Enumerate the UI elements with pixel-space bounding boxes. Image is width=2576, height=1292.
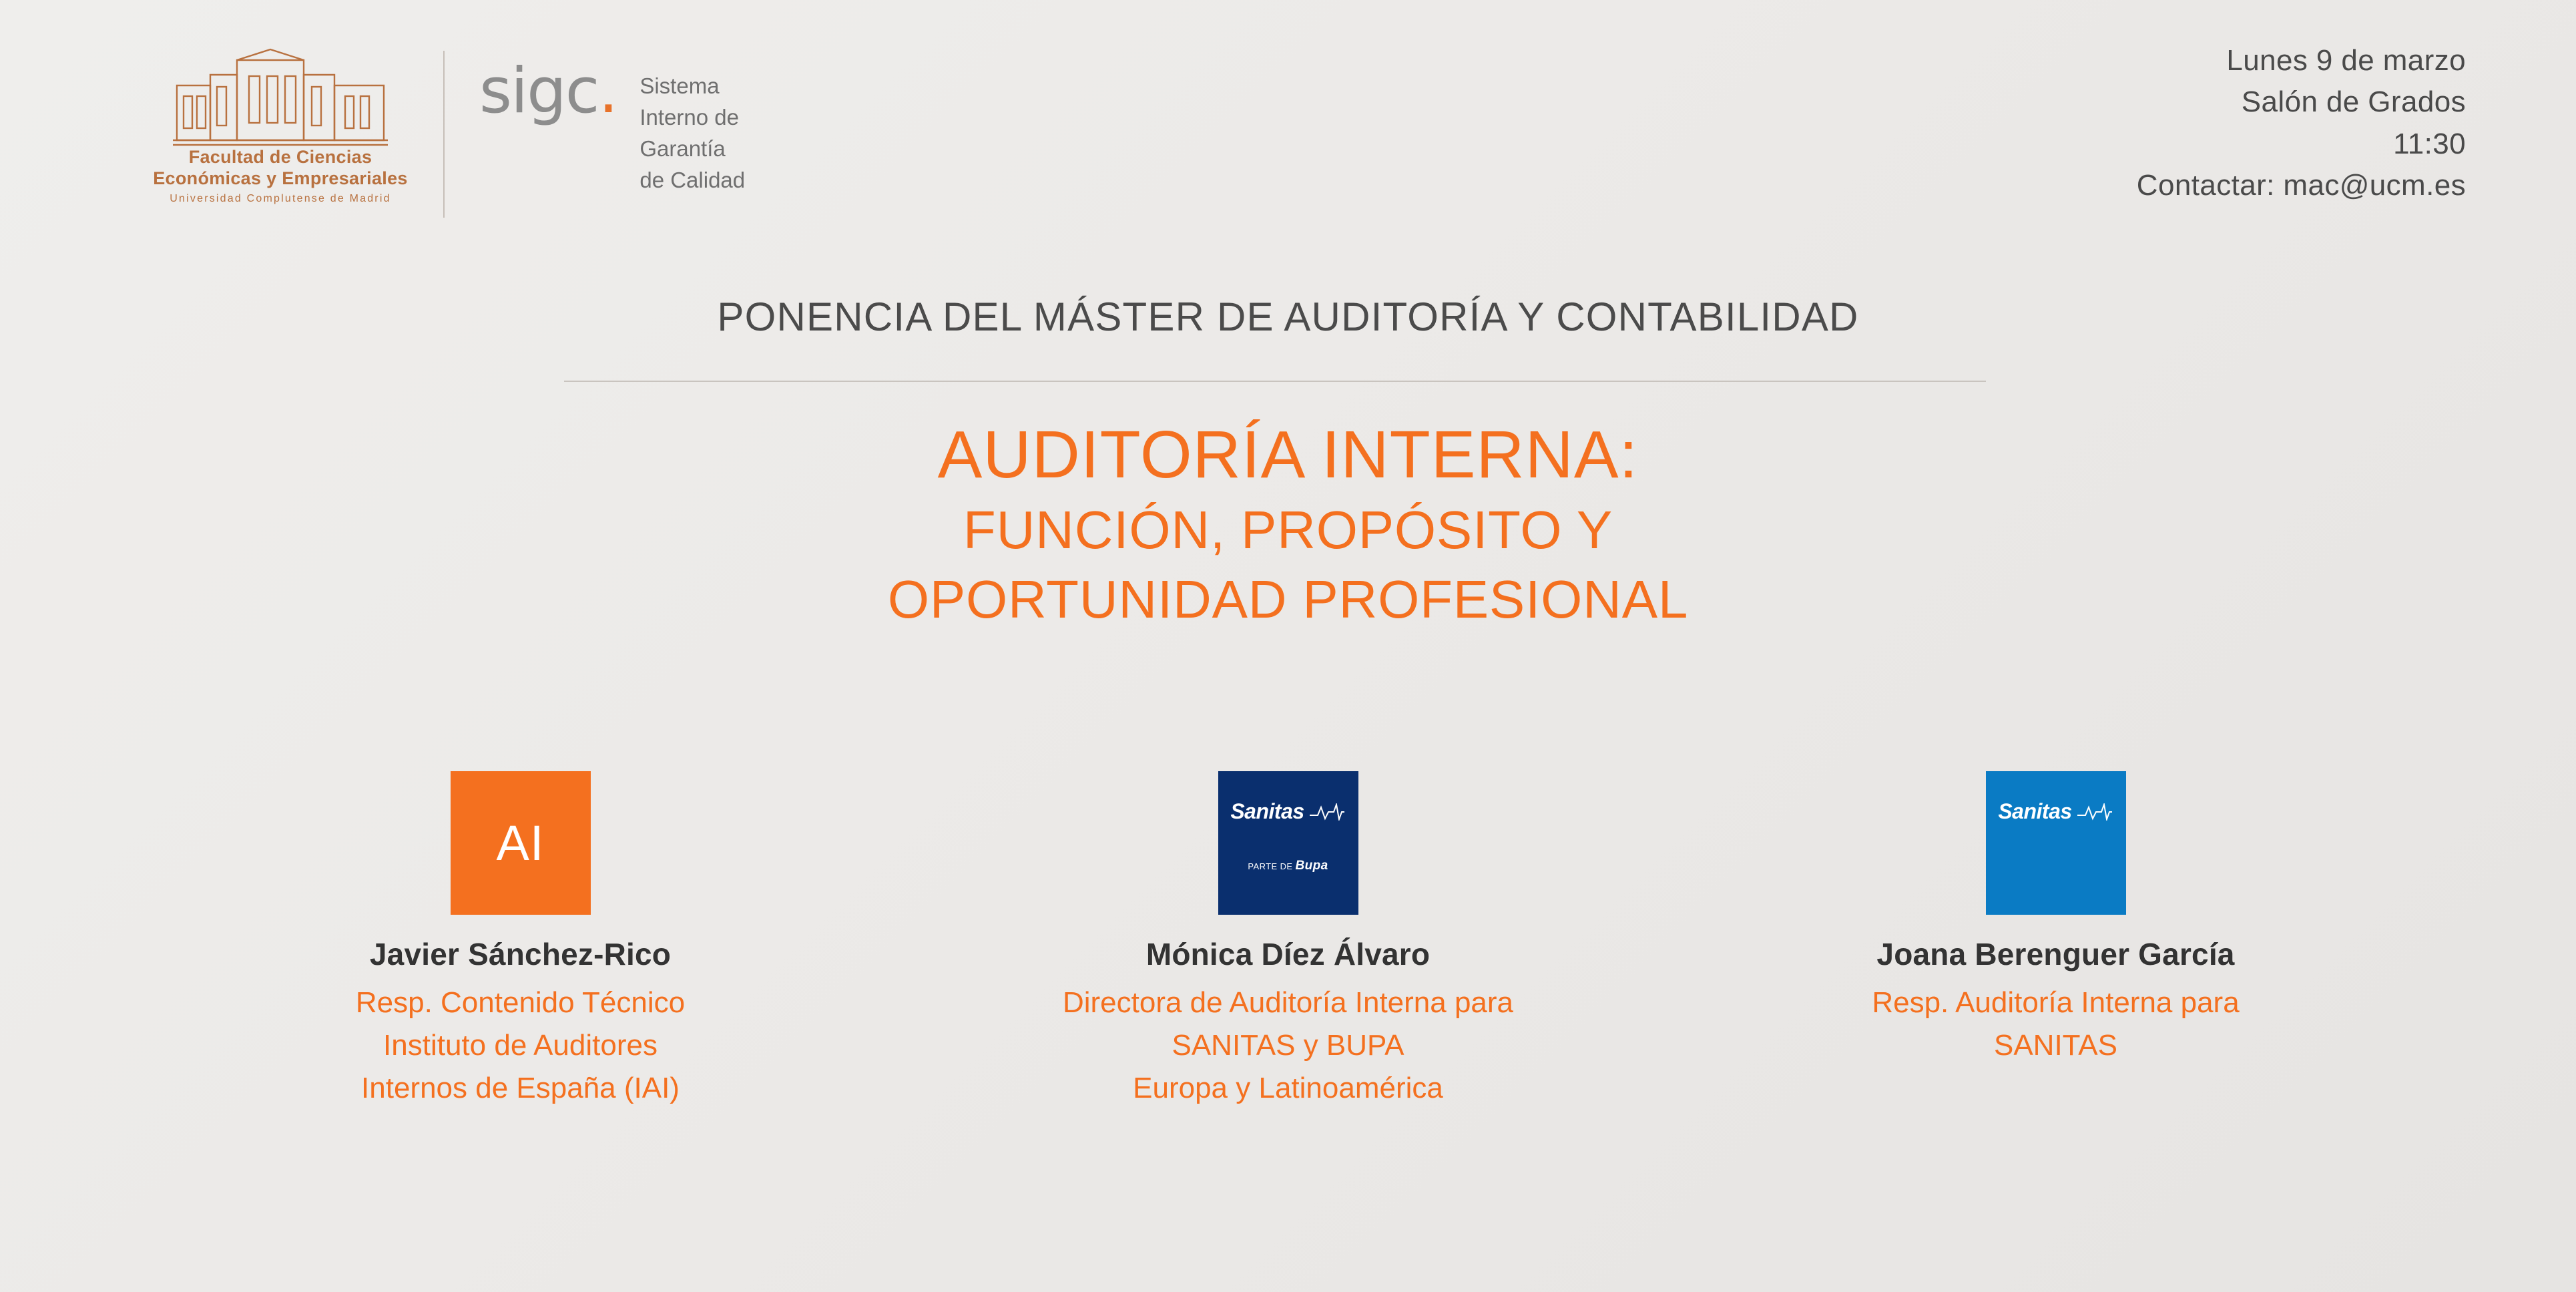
speaker-role bbox=[905, 982, 1672, 1109]
heartbeat-icon bbox=[2076, 803, 2113, 821]
iai-logo-text: AI bbox=[496, 815, 545, 871]
university-name: Universidad Complutense de Madrid bbox=[170, 192, 391, 204]
sigc-wordmark bbox=[479, 55, 617, 128]
sanitas-lockup bbox=[1230, 799, 1345, 824]
bupa-brand: Bupa bbox=[1295, 859, 1328, 873]
sanitas-logo-text: Sanitas bbox=[1998, 799, 2072, 823]
sigc-dot: . bbox=[598, 55, 617, 128]
sigc-logo bbox=[479, 47, 745, 196]
faculty-line-1: Facultad de Ciencias bbox=[188, 147, 372, 167]
sigc-line-2: Interno de bbox=[639, 104, 739, 130]
title-divider bbox=[564, 381, 1986, 382]
sigc-line-4: de Calidad bbox=[639, 167, 746, 192]
speaker-role-line: Directora de Auditoría Interna para bbox=[1062, 986, 1514, 1019]
institution-logos bbox=[140, 47, 745, 218]
heartbeat-icon bbox=[1308, 803, 1346, 821]
speaker-role bbox=[137, 982, 905, 1109]
speaker-name: Joana Berenguer García bbox=[1876, 937, 2235, 972]
speaker-card bbox=[905, 771, 1672, 1109]
sanitas-lockup bbox=[1998, 799, 2113, 824]
sanitas-logo-text: Sanitas bbox=[1230, 799, 1304, 823]
event-venue: Salón de Grados bbox=[2241, 85, 2466, 119]
speaker-card bbox=[1672, 771, 2440, 1109]
speakers-section bbox=[0, 771, 2576, 1109]
iai-logo bbox=[451, 771, 591, 915]
kicker-title: PONENCIA DEL MÁSTER DE AUDITORÍA Y CONTABILIDAD bbox=[717, 294, 1859, 339]
speaker-role-line: Resp. Contenido Técnico bbox=[355, 986, 686, 1019]
event-contact: Contactar: mac@ucm.es bbox=[2136, 169, 2466, 202]
speaker-name: Mónica Díez Álvaro bbox=[1145, 937, 1431, 972]
sanitas-bupa-logo bbox=[1218, 771, 1358, 915]
logo-divider bbox=[443, 51, 445, 218]
poster-header bbox=[0, 40, 2576, 240]
sanitas-logo bbox=[1986, 771, 2126, 915]
speaker-role-line: Europa y Latinoamérica bbox=[1133, 1071, 1443, 1104]
speaker-name: Javier Sánchez-Rico bbox=[369, 937, 672, 972]
main-title-line-1: AUDITORÍA INTERNA: bbox=[937, 417, 1639, 492]
sigc-line-3: Garantía bbox=[639, 136, 726, 161]
main-title-line-2: FUNCIÓN, PROPÓSITO Y bbox=[963, 500, 1613, 560]
speaker-role bbox=[1672, 982, 2440, 1067]
page-title bbox=[0, 414, 2576, 634]
speaker-role-line: SANITAS bbox=[1993, 1028, 2117, 1062]
faculty-line-2: Económicas y Empresariales bbox=[153, 168, 408, 188]
bupa-prefix: PARTE DE bbox=[1248, 861, 1293, 871]
speaker-role-line: Internos de España (IAI) bbox=[361, 1071, 680, 1104]
event-time: 11:30 bbox=[2393, 127, 2466, 160]
speaker-card bbox=[137, 771, 905, 1109]
sigc-mark-text: sigc bbox=[479, 55, 599, 128]
main-title-line-3: OPORTUNIDAD PROFESIONAL bbox=[887, 570, 1689, 629]
speaker-role-line: SANITAS y BUPA bbox=[1172, 1028, 1404, 1062]
sigc-description bbox=[639, 61, 745, 196]
event-details bbox=[2137, 40, 2466, 207]
speaker-role-line: Instituto de Auditores bbox=[383, 1028, 658, 1062]
university-building-icon bbox=[170, 47, 391, 147]
event-date: Lunes 9 de marzo bbox=[2226, 44, 2466, 77]
speaker-role-line: Resp. Auditoría Interna para bbox=[1872, 986, 2240, 1019]
sigc-line-1: Sistema bbox=[639, 73, 720, 98]
bupa-endorsement bbox=[1248, 859, 1328, 873]
ucm-faculty-logo bbox=[140, 47, 421, 205]
